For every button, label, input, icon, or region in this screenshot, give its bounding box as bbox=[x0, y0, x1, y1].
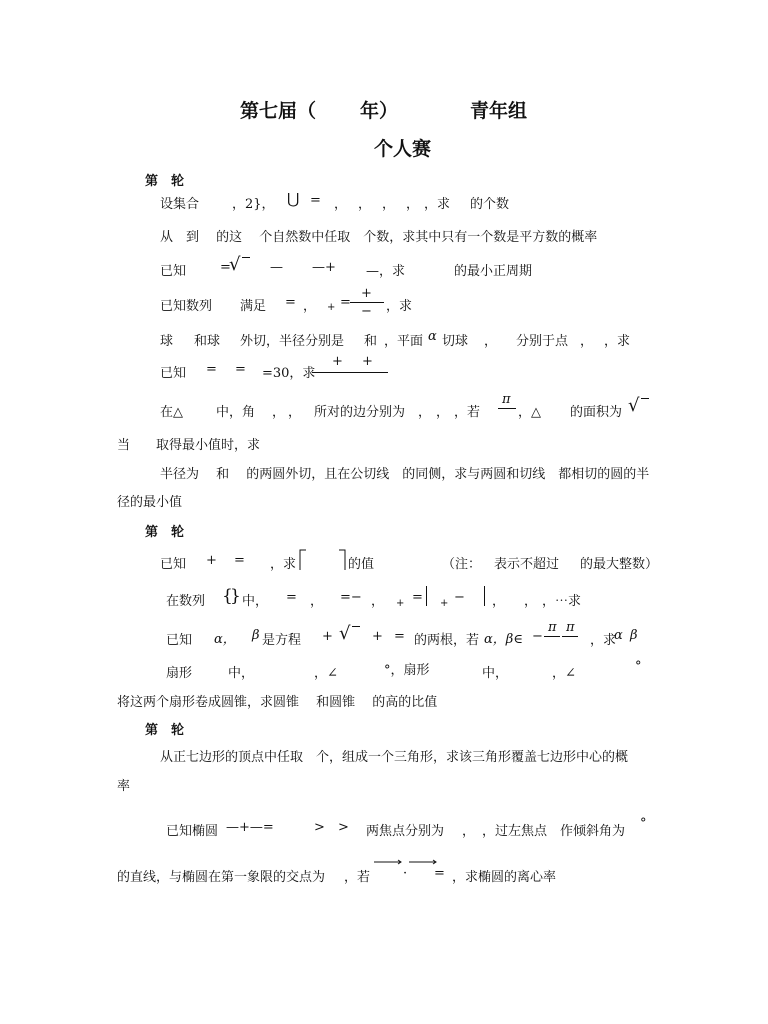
r2-p2-comma4: ， bbox=[524, 594, 538, 609]
vector-arrow-1 bbox=[373, 859, 403, 865]
r1-p1-comma4: ， bbox=[406, 197, 420, 212]
r2-p3-plus1: + bbox=[322, 629, 333, 644]
r3-p2-h: 作倾斜角为 bbox=[560, 824, 626, 839]
subtitle: 个人赛 bbox=[374, 138, 432, 160]
r1-p4-eq2: = bbox=[340, 295, 351, 310]
r2-p4-g: ° bbox=[635, 659, 642, 674]
r1-p1-tail: 的个数 bbox=[470, 197, 510, 212]
r2-p3-d: 是方程 bbox=[262, 633, 302, 648]
r1-p7-pi: π bbox=[502, 392, 511, 407]
r3-p2-b: —+—= bbox=[226, 820, 274, 835]
r1-p6-plus1: + bbox=[332, 354, 343, 369]
r3-p1: 从正七边形的顶点中任取 个，组成一个三角形，求该三角形覆盖七边形中心的概 bbox=[160, 750, 629, 765]
r1-p7-c: ， bbox=[272, 405, 286, 420]
r2-p4-b: 中， bbox=[228, 666, 255, 681]
r1-p5-b: 和球 bbox=[194, 334, 221, 349]
r1-p7-d: ， bbox=[288, 405, 302, 420]
r1-p3-tail: 的最小正周期 bbox=[454, 264, 533, 279]
r2-p2-a: 在数列 bbox=[166, 594, 206, 609]
r1-p4-fraction-bar bbox=[350, 302, 384, 303]
r2-p2-comma1: ， bbox=[310, 594, 324, 609]
r3-p2-gt2: > bbox=[338, 820, 349, 835]
r3-p2-e: 两焦点分别为 bbox=[366, 824, 445, 839]
r2-p1-note3: 的最大整数） bbox=[580, 557, 659, 572]
r1-p5-d: 和 bbox=[364, 334, 378, 349]
r1-p5-j: ， bbox=[580, 334, 594, 349]
r2-p2-e: =− bbox=[340, 590, 362, 605]
round-2-label-b: 轮 bbox=[171, 525, 185, 540]
r1-p4-eq: = bbox=[285, 295, 296, 310]
r3-p2-degree: ° bbox=[640, 816, 647, 831]
r2-p1-ask: ，求 bbox=[270, 557, 297, 572]
r1-p1-ask: ，求 bbox=[424, 197, 451, 212]
r1-p7-a: 在△ bbox=[160, 405, 183, 420]
floor-bracket-left bbox=[299, 549, 307, 571]
r1-p4-num-plus: + bbox=[361, 286, 372, 301]
r1-p6-fraction-bar bbox=[312, 372, 388, 373]
r2-p2-minus: − bbox=[454, 590, 465, 605]
r1-p5-e: ，平面 bbox=[384, 334, 424, 349]
r2-p4b: 将这两个扇形卷成圆锥，求圆锥 和圆锥 的高的比值 bbox=[117, 695, 438, 710]
r2-p2-sub-plus: + bbox=[396, 598, 405, 609]
r1-p6-eq2: = bbox=[235, 362, 246, 377]
r3-p2b-b: ，若 bbox=[344, 870, 371, 885]
r2-p1-eq: = bbox=[234, 553, 245, 568]
round-1-label-a: 第 bbox=[145, 174, 159, 189]
r2-p4-a: 扇形 bbox=[166, 666, 193, 681]
r3-p2-gt1: > bbox=[314, 820, 325, 835]
r2-p3-beta: β bbox=[252, 628, 260, 643]
r2-p3-plus2: + bbox=[372, 629, 383, 644]
r2-p3-pi2: π bbox=[566, 620, 575, 635]
r1-p5-a: 球 bbox=[160, 334, 174, 349]
r1-p8: 半径为 和 的两圆外切，且在公切线 的同侧，求与两圆和切线 都相切的圆的半 bbox=[160, 467, 650, 482]
sqrt-overline bbox=[352, 626, 360, 627]
r1-p1-a: 设集合 bbox=[160, 197, 200, 212]
r2-p1-plus: + bbox=[206, 553, 217, 568]
r1-p1-comma1: ， bbox=[334, 197, 348, 212]
r1-p1-comma3: ， bbox=[382, 197, 396, 212]
r1-p4-ask: ，求 bbox=[386, 299, 413, 314]
sqrt-symbol: √ bbox=[229, 254, 241, 275]
r1-p5-i: 分别于点 bbox=[516, 334, 569, 349]
r1-p8b: 径的最小值 bbox=[117, 495, 183, 510]
r1-p5-k: ，求 bbox=[604, 334, 631, 349]
abs-bar-right bbox=[484, 586, 485, 606]
r2-p4-c: ，∠ bbox=[314, 666, 338, 681]
r2-p3-frac-bar1 bbox=[544, 636, 560, 637]
sqrt-symbol: √ bbox=[339, 623, 351, 644]
r1-p4-b: 满足 bbox=[240, 299, 267, 314]
r1-p6-a: 已知 bbox=[160, 366, 187, 381]
abs-bar-left bbox=[426, 586, 427, 606]
r3-p1b: 率 bbox=[117, 779, 131, 794]
title-part-1: 第七届（ bbox=[240, 100, 317, 122]
r1-p5-alpha: α bbox=[428, 329, 437, 344]
r1-p1-b: ，2}， bbox=[232, 197, 275, 212]
r1-p3-frac2: —+ bbox=[312, 260, 336, 275]
r2-p3-pi1: π bbox=[548, 620, 557, 635]
r2-p3-alpha: α， bbox=[214, 632, 236, 647]
r1-p7b-b: 取得最小值时，求 bbox=[156, 438, 261, 453]
sqrt-overline bbox=[242, 257, 250, 258]
r1-p7b-a: 当 bbox=[117, 438, 131, 453]
r2-p3-beta2: β bbox=[630, 628, 638, 643]
sqrt-overline bbox=[641, 398, 649, 399]
r3-p2-g: ，过左焦点 bbox=[482, 824, 548, 839]
r1-p3-frac1: — bbox=[270, 260, 283, 275]
round-2-label-a: 第 bbox=[145, 525, 159, 540]
r2-p2-eq: = bbox=[286, 590, 297, 605]
r3-p2-a: 已知椭圆 bbox=[166, 824, 219, 839]
r2-p3-a: 已知 bbox=[166, 633, 193, 648]
r2-p1-value: 的值 bbox=[348, 557, 375, 572]
r1-p4-den-minus: − bbox=[361, 304, 372, 319]
r1-p4-a: 已知数列 bbox=[160, 299, 213, 314]
r3-p2b-dot: · bbox=[403, 866, 408, 881]
r1-p3-frac3: —，求 bbox=[366, 264, 406, 279]
r2-p3-minus: − bbox=[532, 629, 543, 644]
r1-p6-plus2: + bbox=[362, 354, 373, 369]
r2-p2-b: 中， bbox=[242, 594, 269, 609]
r2-p4-f: ，∠ bbox=[552, 666, 576, 681]
r1-p5-h: ， bbox=[484, 334, 498, 349]
r2-p3-h: 的两根，若 bbox=[414, 633, 480, 648]
r2-p3-eq: = bbox=[394, 629, 405, 644]
vector-arrow-2 bbox=[408, 859, 438, 865]
r3-p2b-eq: = bbox=[434, 866, 445, 881]
r1-p7-g: ， bbox=[436, 405, 450, 420]
r1-p7-b: 中，角 bbox=[216, 405, 256, 420]
r2-p3-frac-bar2 bbox=[562, 636, 578, 637]
round-1-label-b: 轮 bbox=[171, 174, 185, 189]
r1-p6-d: =30，求 bbox=[262, 366, 316, 381]
r2-p1-note2: 表示不超过 bbox=[494, 557, 560, 572]
r2-p2-comma2: ， bbox=[371, 594, 385, 609]
r2-p2-eq2: = bbox=[412, 590, 423, 605]
r2-p2-sub-plus2: + bbox=[440, 598, 449, 609]
r1-p1-comma2: ， bbox=[358, 197, 372, 212]
r1-p6-eq1: = bbox=[206, 362, 217, 377]
title-part-3: 青年组 bbox=[470, 100, 528, 122]
r3-p2-f: ， bbox=[462, 824, 476, 839]
r3-p2b-e: ，求椭圆的离心率 bbox=[452, 870, 557, 885]
r2-p2-tail: ，⋯求 bbox=[542, 594, 582, 609]
r3-p2b-a: 的直线，与椭圆在第一象限的交点为 bbox=[117, 870, 326, 885]
r1-p7-h: ，若 bbox=[454, 405, 481, 420]
r1-p7-j: ，△ bbox=[518, 405, 541, 420]
brace-left: { bbox=[222, 586, 233, 606]
title-part-2: 年） bbox=[360, 100, 399, 122]
r1-p7-fraction-bar bbox=[498, 408, 516, 409]
r2-p2-comma3: ， bbox=[492, 594, 506, 609]
brace-right: } bbox=[230, 586, 241, 606]
r1-p7-e: 所对的边分别为 bbox=[314, 405, 406, 420]
r2-p1-a: 已知 bbox=[160, 557, 187, 572]
r1-p2: 从 到 的这 个自然数中任取 个数，求其中只有一个数是平方数的概率 bbox=[160, 230, 598, 245]
r2-p3-m: ，求 bbox=[590, 633, 617, 648]
round-3-label-b: 轮 bbox=[171, 723, 185, 738]
r1-p3-a: 已知 bbox=[160, 264, 187, 279]
r1-p7-f: ， bbox=[418, 405, 432, 420]
floor-bracket-right bbox=[338, 549, 346, 571]
r1-p1-union: ⋃ bbox=[287, 190, 300, 208]
r2-p3-i: α，β∈ bbox=[484, 632, 523, 647]
r1-p1-eq: = bbox=[310, 193, 321, 208]
r2-p4-d: °，扇形 bbox=[384, 663, 430, 678]
r2-p3-alpha2: α bbox=[614, 628, 623, 643]
r1-p5-c: 外切，半径分别是 bbox=[240, 334, 345, 349]
r1-p7-k: 的面积为 bbox=[570, 405, 623, 420]
round-3-label-a: 第 bbox=[145, 723, 159, 738]
r2-p4-e: 中， bbox=[482, 666, 509, 681]
r1-p3-eq: = bbox=[220, 260, 231, 275]
r1-p4-sub-plus: + bbox=[327, 302, 336, 313]
r1-p5-g: 切球 bbox=[442, 334, 469, 349]
r1-p4-comma: ， bbox=[303, 299, 317, 314]
sqrt-symbol: √ bbox=[628, 395, 640, 416]
r2-p1-note: （注： bbox=[442, 557, 482, 572]
